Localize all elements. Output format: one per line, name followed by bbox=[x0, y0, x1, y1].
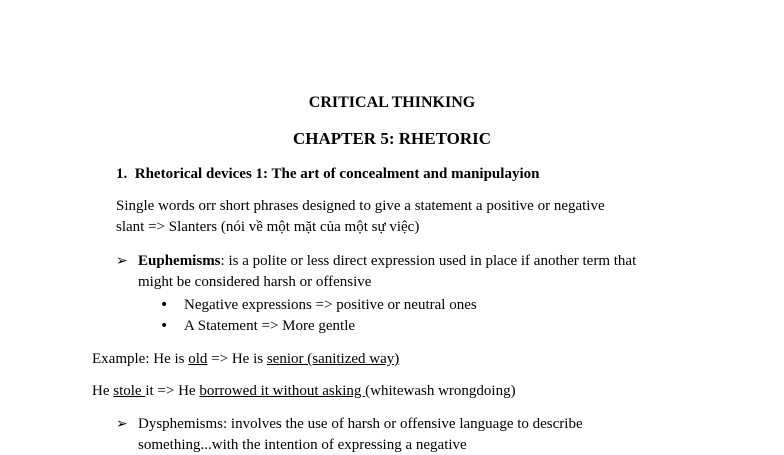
underlined-phrase: borrowed it without asking bbox=[199, 383, 366, 399]
dysphemisms-line-1: Dysphemisms: involves the use of harsh or offensive language to describe bbox=[138, 416, 583, 432]
underlined-phrase: senior (sanitized way) bbox=[266, 351, 400, 367]
section-heading bbox=[116, 164, 539, 184]
euphemisms-term: Euphemisms bbox=[138, 253, 221, 269]
section-heading-text: Rhetorical devices 1: The art of concealment and manipulayion bbox=[134, 166, 540, 182]
intro-line-1: Single words orr short phrases designed to give a statement a positive or negative bbox=[116, 198, 605, 214]
euphemisms-bullet-2: A Statement => More gentle bbox=[184, 318, 356, 334]
intro-line-2: slant => Slanters (nói về một mặt của một sự việc) bbox=[116, 219, 420, 235]
euphemisms-line-1 bbox=[138, 251, 636, 271]
document-title: CRITICAL THINKING bbox=[308, 94, 476, 111]
example-line-2: He stole it => He borrowed it without asking (whitewash wrongdoing) bbox=[92, 383, 516, 399]
arrow-bullet-icon: ➢ bbox=[116, 253, 128, 269]
euphemisms-bullet-1: Negative expressions => positive or neutral ones bbox=[184, 297, 477, 313]
euphemisms-definition: : is a polite or less direct expression used in place if another term that bbox=[220, 253, 637, 269]
example-line-1: Example: He is old => He is senior (sanitized way) bbox=[92, 351, 400, 367]
underlined-word: stole bbox=[113, 383, 146, 399]
section-number: 1. bbox=[116, 166, 128, 182]
bullet-dot-icon: • bbox=[160, 297, 169, 313]
bullet-dot-icon: • bbox=[160, 318, 169, 334]
chapter-title: CHAPTER 5: RHETORIC bbox=[292, 129, 492, 148]
underlined-word: old bbox=[188, 351, 208, 367]
euphemisms-line-2: might be considered harsh or offensive bbox=[138, 274, 372, 290]
arrow-bullet-icon: ➢ bbox=[116, 416, 128, 432]
dysphemisms-line-2: something...with the intention of expressing a negative bbox=[138, 437, 467, 453]
